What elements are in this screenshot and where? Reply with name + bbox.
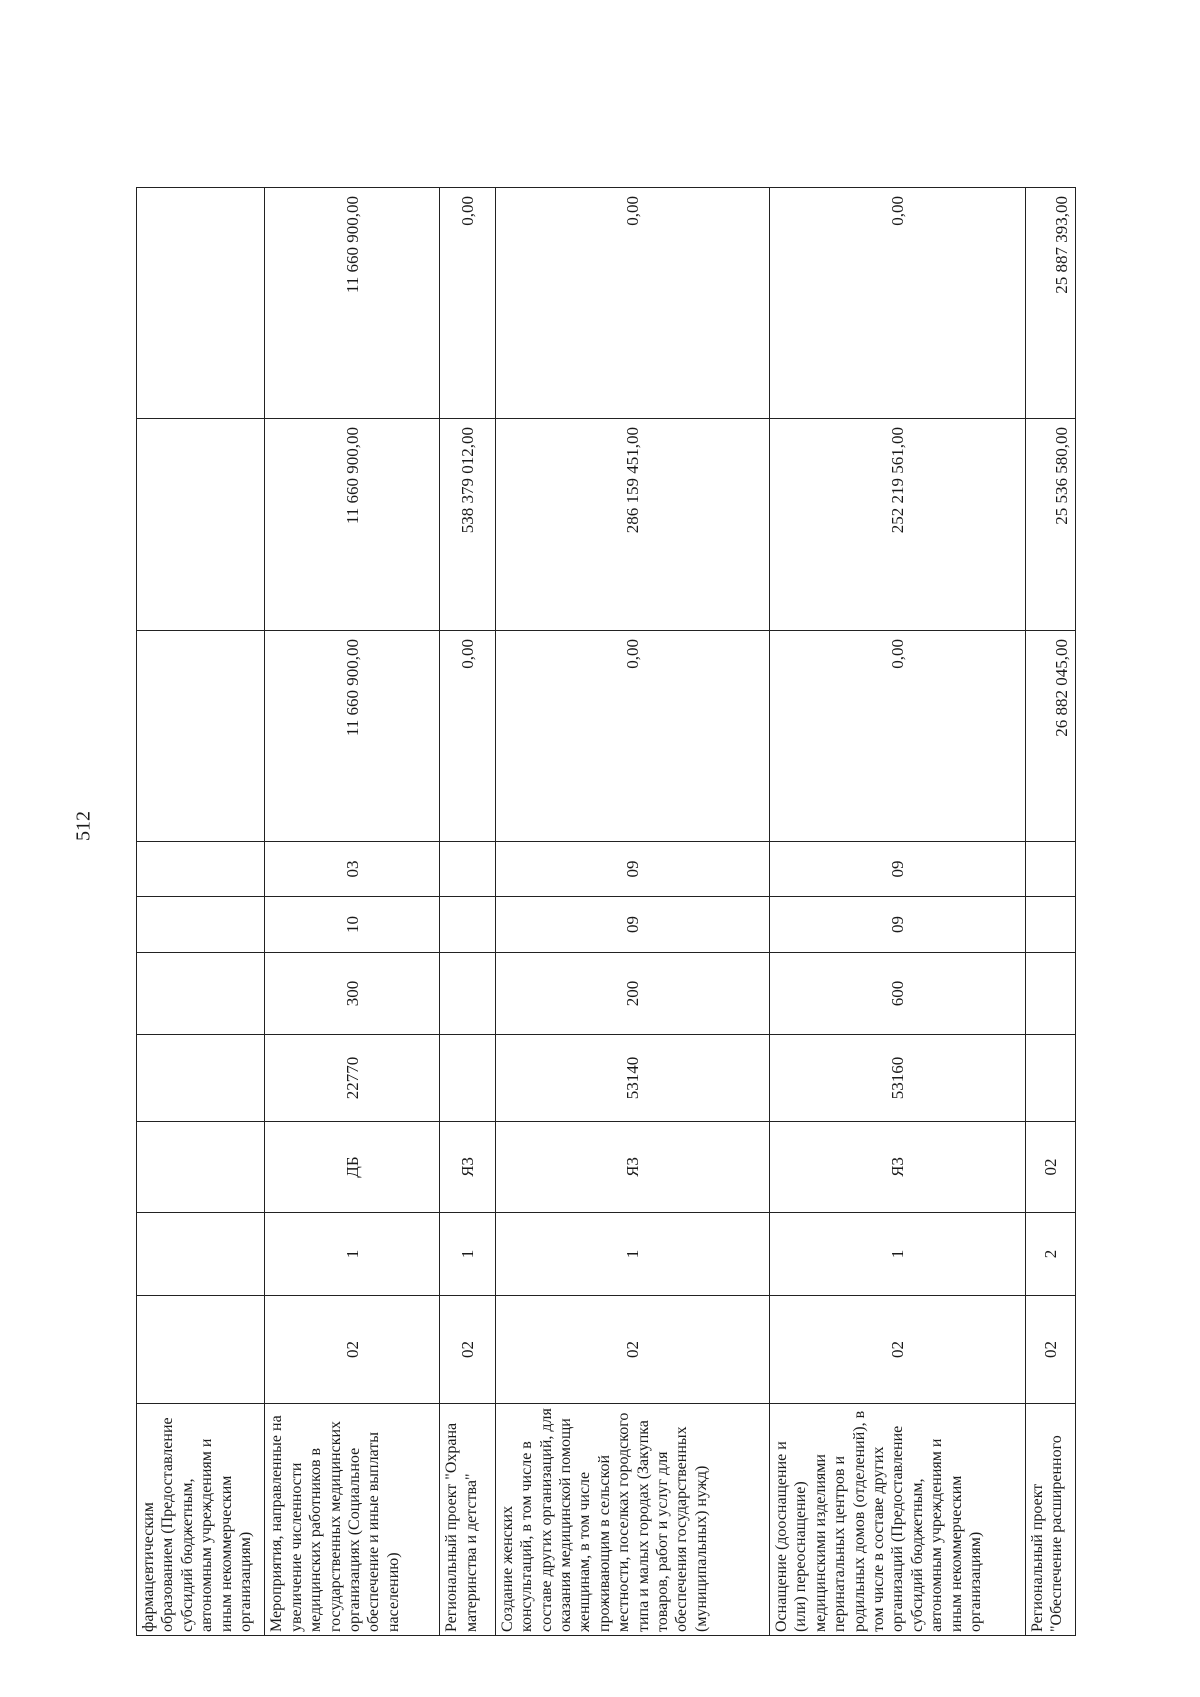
row-description: Мероприятия, направленные на увеличение численности медицинских работников в государственных медицинских организациях (Социальное обеспечение и иные выплаты населению)	[265, 1404, 440, 1636]
row-code-2: 2	[1025, 1213, 1075, 1296]
row-value-1: 0,00	[440, 631, 495, 842]
row-code-6: 09	[495, 897, 769, 953]
row-value-3: 25 887 393,00	[1025, 188, 1075, 419]
row-code-3: Я3	[440, 1122, 495, 1213]
row-value-2: 538 379 012,00	[440, 419, 495, 631]
row-code-3: 02	[1025, 1122, 1075, 1213]
row-value-2: 286 159 451,00	[495, 419, 769, 631]
row-value-2: 25 536 580,00	[1025, 419, 1075, 631]
row-code-2: 1	[495, 1213, 769, 1296]
row-code-6: 10	[265, 897, 440, 953]
row-value-3	[137, 188, 265, 419]
row-code-7	[1025, 842, 1075, 897]
row-description: Оснащение (дооснащение и (или) переоснащение) медицинскими изделиями перинатальных центров и родильных домов (отделений), в том числе в составе других организаций (Предоставление субсидий бюджетным, автономным учреждениям и иным некоммерческим организациям)	[769, 1404, 1025, 1636]
row-code-7	[137, 842, 265, 897]
row-code-1: 02	[440, 1296, 495, 1404]
row-value-1: 26 882 045,00	[1025, 631, 1075, 842]
row-code-4: 22770	[265, 1035, 440, 1122]
row-code-4	[440, 1035, 495, 1122]
row-description: Региональный проект "Охрана материнства и детства"	[440, 1404, 495, 1636]
table-row	[1025, 188, 1075, 1636]
table-row	[137, 188, 265, 1636]
row-code-7: 09	[769, 842, 1025, 897]
row-code-6	[1025, 897, 1075, 953]
budget-table-container	[136, 188, 1076, 1636]
row-code-6	[137, 897, 265, 953]
row-value-1: 0,00	[495, 631, 769, 842]
table-row	[440, 188, 495, 1636]
row-code-2	[137, 1213, 265, 1296]
row-code-5	[1025, 953, 1075, 1035]
table-row	[769, 188, 1025, 1636]
row-value-2: 252 219 561,00	[769, 419, 1025, 631]
page-number-text: 512	[72, 811, 95, 841]
row-value-3: 11 660 900,00	[265, 188, 440, 419]
row-value-3: 0,00	[440, 188, 495, 419]
row-value-2	[137, 419, 265, 631]
row-code-3: Я3	[495, 1122, 769, 1213]
row-value-1: 11 660 900,00	[265, 631, 440, 842]
row-code-5	[137, 953, 265, 1035]
row-code-4: 53160	[769, 1035, 1025, 1122]
row-code-1: 02	[265, 1296, 440, 1404]
row-code-4	[1025, 1035, 1075, 1122]
row-value-2: 11 660 900,00	[265, 419, 440, 631]
row-code-7: 03	[265, 842, 440, 897]
row-code-4: 53140	[495, 1035, 769, 1122]
row-code-1: 02	[495, 1296, 769, 1404]
row-code-5: 600	[769, 953, 1025, 1035]
budget-table	[136, 187, 1076, 1636]
row-description: фармацевтическим образованием (Предоставление субсидий бюджетным, автономным учреждениям и иным некоммерческим организациям)	[137, 1404, 265, 1636]
row-code-6: 09	[769, 897, 1025, 953]
row-code-1: 02	[769, 1296, 1025, 1404]
table-row	[265, 188, 440, 1636]
row-code-5	[440, 953, 495, 1035]
table-row	[495, 188, 769, 1636]
row-code-5: 300	[265, 953, 440, 1035]
row-code-5: 200	[495, 953, 769, 1035]
row-code-3: Я3	[769, 1122, 1025, 1213]
row-code-1: 02	[1025, 1296, 1075, 1404]
row-code-3: ДБ	[265, 1122, 440, 1213]
row-value-3: 0,00	[495, 188, 769, 419]
row-code-1	[137, 1296, 265, 1404]
row-value-3: 0,00	[769, 188, 1025, 419]
row-code-6	[440, 897, 495, 953]
row-code-4	[137, 1035, 265, 1122]
row-code-3	[137, 1122, 265, 1213]
row-value-1: 0,00	[769, 631, 1025, 842]
row-description: Региональный проект "Обеспечение расширенного	[1025, 1404, 1075, 1636]
row-code-2: 1	[769, 1213, 1025, 1296]
row-description: Создание женских консультаций, в том числе в составе других организаций, для оказания медицинской помощи женщинам, в том числе проживающим в сельской местности, поселках городского типа и малых городах (Закупка товаров, работ и услуг для обеспечения государственных (муниципальных) нужд)	[495, 1404, 769, 1636]
row-code-7	[440, 842, 495, 897]
row-code-2: 1	[440, 1213, 495, 1296]
row-code-7: 09	[495, 842, 769, 897]
row-value-1	[137, 631, 265, 842]
row-code-2: 1	[265, 1213, 440, 1296]
